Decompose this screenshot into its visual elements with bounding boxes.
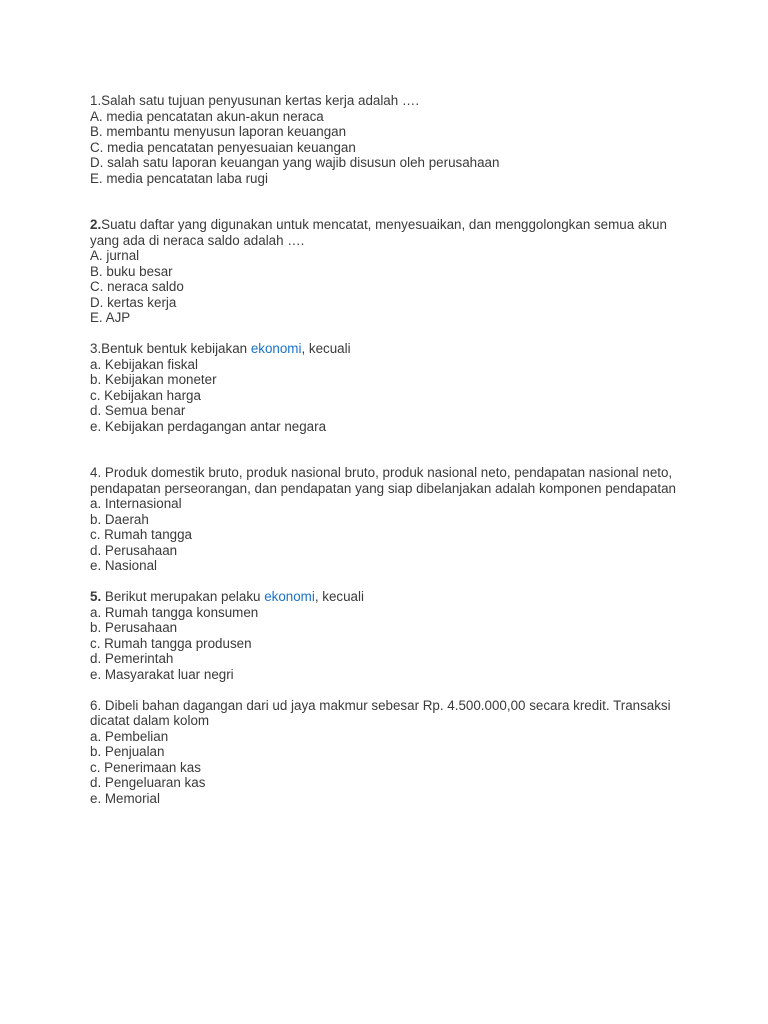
question-6-text-line1: Dibeli bahan dagangan dari ud jaya makmur sebesar Rp. 4.500.000,00 secara kredit. Transaksi [101, 697, 671, 713]
question-6-option-d: d. Pengeluaran kas [90, 775, 206, 790]
question-2-stem-line2: yang ada di neraca saldo adalah …. [90, 232, 305, 248]
question-3-option-d: d. Semua benar [90, 403, 186, 418]
question-2 [90, 217, 690, 326]
question-3-text-after: , kecuali [301, 341, 351, 356]
question-list [90, 93, 690, 806]
question-1-stem [90, 93, 690, 109]
question-5-option-b: b. Perusahaan [90, 620, 178, 635]
question-4-stem-line1 [90, 465, 690, 481]
question-6-number: 6. [90, 697, 102, 713]
question-3 [90, 341, 690, 434]
question-5-option-e: e. Masyarakat luar negri [90, 666, 234, 682]
question-5 [90, 589, 690, 682]
question-1-number: 1. [90, 93, 102, 108]
question-2-stem-line1 [90, 217, 690, 233]
question-5-number: 5. [90, 589, 102, 604]
question-1-option-d: D. salah satu laporan keuangan yang wajib disusun oleh perusahaan [90, 155, 500, 170]
question-3-text-before: Bentuk bentuk kebijakan [101, 341, 251, 356]
question-6-option-e: e. Memorial [90, 790, 160, 806]
question-6-option-c: c. Penerimaan kas [90, 759, 201, 775]
question-3-link[interactable]: ekonomi [250, 341, 302, 356]
question-5-text-before: Berikut merupakan pelaku [101, 589, 265, 604]
question-5-stem [90, 589, 690, 605]
question-5-option-c: c. Rumah tangga produsen [90, 635, 252, 651]
question-3-option-c: c. Kebijakan harga [90, 387, 201, 403]
question-3-option-a: a. Kebijakan fiskal [90, 356, 198, 372]
question-4-option-c: c. Rumah tangga [90, 527, 192, 542]
question-2-number: 2. [90, 217, 102, 232]
question-6-option-a: a. Pembelian [90, 728, 169, 744]
question-1-option-a: A. media pencatatan akun-akun neraca [90, 108, 324, 124]
question-4-option-a: a. Internasional [90, 496, 182, 511]
question-3-option-e: e. Kebijakan perdagangan antar negara [90, 418, 327, 434]
question-1 [90, 93, 690, 186]
question-3-number: 3. [90, 341, 102, 356]
question-4-option-d: d. Perusahaan [90, 542, 178, 558]
question-4-option-b: b. Daerah [90, 511, 149, 527]
question-1-option-e: E. media pencatatan laba rugi [90, 170, 268, 186]
question-1-text: Salah satu tujuan penyusunan kertas kerja adalah …. [101, 93, 420, 108]
question-1-option-b: B. membantu menyusun laporan keuangan [90, 124, 347, 139]
question-6-option-b: b. Penjualan [90, 744, 165, 759]
question-3-stem [90, 341, 690, 357]
question-3-option-b: b. Kebijakan moneter [90, 372, 217, 387]
question-4-number: 4. [90, 465, 102, 480]
question-2-option-c: C. neraca saldo [90, 279, 184, 294]
question-2-option-e: E. AJP [90, 310, 131, 325]
question-2-text-line1: Suatu daftar yang digunakan untuk mencatat, menyesuaikan, dan menggolongkan semua akun [101, 217, 667, 232]
question-6-stem-line1 [90, 698, 690, 714]
question-5-option-a: a. Rumah tangga konsumen [90, 604, 259, 620]
question-6 [90, 698, 690, 807]
question-4-stem-line2: pendapatan perseorangan, dan pendapatan yang siap dibelanjakan adalah komponen pendapatan [90, 480, 676, 496]
question-4-option-e: e. Nasional [90, 558, 157, 573]
question-4-text-line1: Produk domestik bruto, produk nasional bruto, produk nasional neto, pendapatan nasional neto, [101, 465, 673, 480]
question-4 [90, 465, 690, 574]
question-5-link[interactable]: ekonomi [264, 589, 315, 604]
question-2-option-a: A. jurnal [90, 248, 140, 263]
question-2-option-b: B. buku besar [90, 263, 173, 279]
question-5-option-d: d. Pemerintah [90, 651, 174, 666]
question-6-stem-line2: dicatat dalam kolom [90, 713, 210, 728]
question-5-text-after: , kecuali [314, 589, 364, 604]
question-1-option-c: C. media pencatatan penyesuaian keuangan [90, 139, 356, 155]
question-2-option-d: D. kertas kerja [90, 294, 177, 310]
